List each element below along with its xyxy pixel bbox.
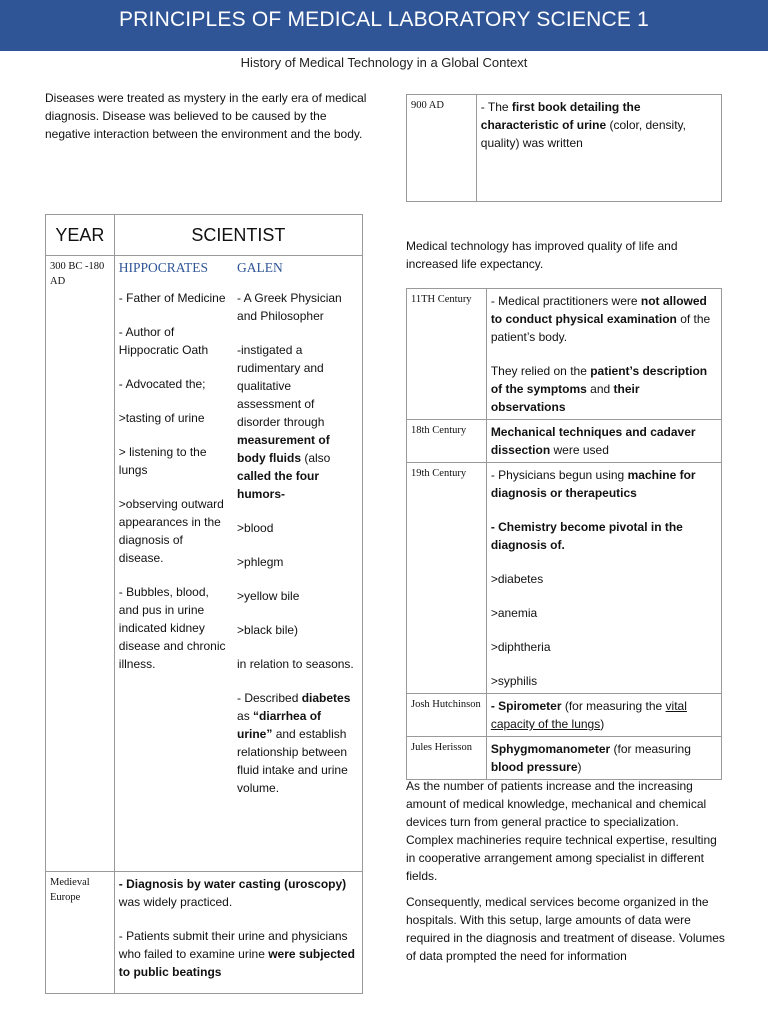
disease-anemia: >anemia [490,606,538,620]
hippocrates-observing: >observing outward appearances in the diagnosis of disease. [118,497,224,565]
intro-paragraph: Diseases were treated as mystery in the early era of medical diagnosis. Disease was believed to be caused by the negative interaction between the environment and the body. [45,91,367,141]
galen-instigated: -instigated a rudimentary and qualitative assessment of disorder through measurement of body fluids (also called the four humors- [237,343,331,501]
year-cell: 300 BC -180 AD [46,256,115,872]
galen-diabetes: - Described diabetes as “diarrhea of urine” and establish relationship between fluid intake and urine volume. [237,691,351,795]
medieval-cell [114,872,362,994]
hippocrates-name: HIPPOCRATES [118,260,209,275]
entry-sphygmomanometer: Sphygmomanometer (for measuring blood pressure) [486,737,721,780]
medieval-uroscopy: - Diagnosis by water casting (uroscopy) was widely practiced. [118,877,347,909]
humor-phlegm: >phlegm [237,555,284,569]
bottom-paragraph-2: Consequently, medical services become organized in the hospitals. With this setup, large amounts of data were required in the diagnosis and treatment of disease. Volumes of data prompted the need for information [406,895,725,963]
disease-diabetes: >diabetes [490,572,544,586]
hippocrates-author: - Author of Hippocratic Oath [118,325,209,357]
table-900ad [406,94,722,202]
page-subtitle: History of Medical Technology in a Global Context [240,55,528,70]
year-19th-century: 19th Century [407,463,487,694]
entry-18th-century: Mechanical techniques and cadaver dissection were used [486,420,721,463]
hippocrates-listening: > listening to the lungs [118,445,207,477]
scientist-table [45,214,363,994]
humor-black-bile: >black bile) [237,623,299,637]
year-11th-century: 11TH Century [407,289,487,420]
galen-seasons: in relation to seasons. [237,657,354,671]
bottom-paragraph-1: As the number of patients increase and the increasing amount of medical knowledge, mechanical and chemical devices turn from general practice to specialization. Complex machineries require technical expertise, resulting in cooperative arrangement among specialist in different fields. [406,779,717,883]
name-josh-hutchinson: Josh Hutchinson [407,694,487,737]
humor-blood: >blood [237,521,274,535]
hippocrates-tasting: >tasting of urine [118,411,205,425]
medieval-year-cell: Medieval Europe [46,872,115,994]
entry-11th-century: - Medical practitioners were not allowed to conduct physical examination of the patient’s body. They relied on the patient’s description of the symptoms and their observations [486,289,721,420]
page-title: PRINCIPLES OF MEDICAL LABORATORY SCIENCE 1 [118,8,650,31]
hippocrates-advocated: - Advocated the; [118,377,206,391]
name-jules-herisson: Jules Herisson [407,737,487,780]
scientist-header: SCIENTIST [114,215,362,256]
year-900ad: 900 AD [407,95,477,202]
medieval-patients: - Patients submit their urine and physicians who failed to examine urine were subjected to public beatings [118,929,355,979]
centuries-table [406,288,722,780]
entry-spirometer: - Spirometer (for measuring the vital capacity of the lungs) [486,694,721,737]
entry-19th-century: - Physicians begun using machine for diagnosis or therapeutics - Chemistry become pivotal in the diagnosis of. >diabetes >anemia >diphtheria >syphilis [486,463,721,694]
entry-900ad: - The first book detailing the characteristic of urine (color, density, quality) was written [476,95,721,202]
galen-greek: - A Greek Physician and Philosopher [237,291,342,323]
galen-name: GALEN [237,260,283,275]
page-banner [0,0,768,51]
disease-syphilis: >syphilis [490,674,538,688]
disease-diphtheria: >diphtheria [490,640,551,654]
year-18th-century: 18th Century [407,420,487,463]
mid-paragraph: Medical technology has improved quality of life and increased life expectancy. [406,239,678,271]
humor-yellow-bile: >yellow bile [237,589,300,603]
hippocrates-father: - Father of Medicine [118,291,226,305]
year-header: YEAR [46,215,115,256]
hippocrates-bubbles: - Bubbles, blood, and pus in urine indicated kidney disease and chronic illness. [118,585,226,671]
hippocrates-cell [114,256,233,872]
galen-cell [233,256,362,872]
